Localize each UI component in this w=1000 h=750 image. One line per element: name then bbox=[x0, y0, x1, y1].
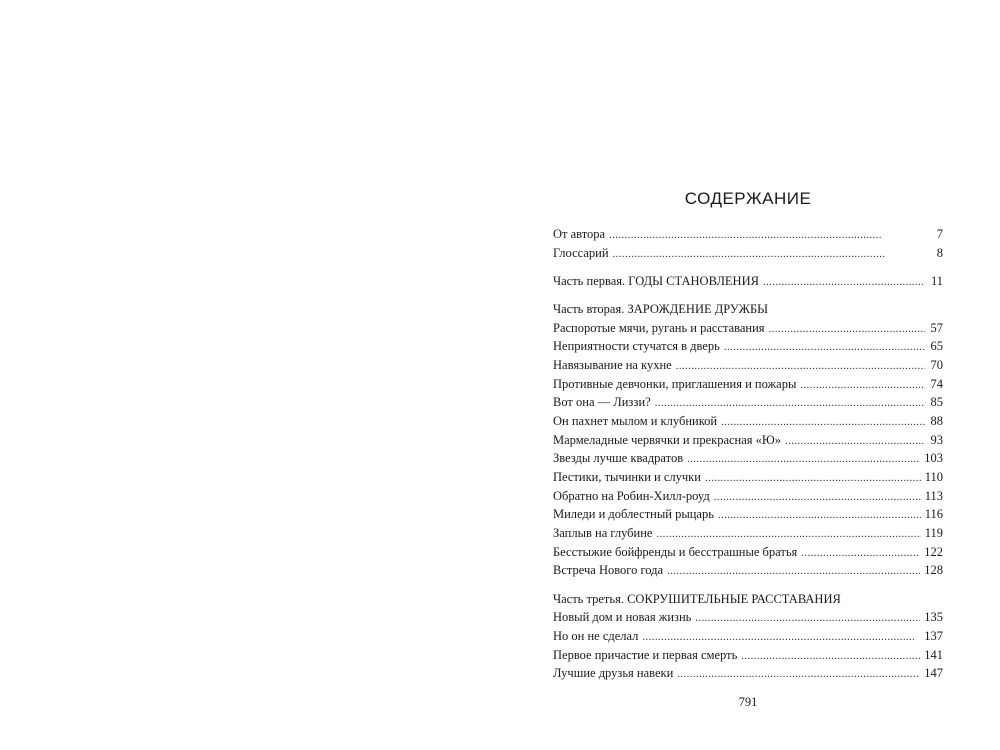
entry-page: 119 bbox=[924, 526, 943, 541]
section-gap bbox=[553, 580, 943, 589]
toc-entry bbox=[553, 356, 943, 375]
toc-entry bbox=[553, 664, 943, 683]
entry-label: Он пахнет мылом и клубникой bbox=[553, 413, 718, 428]
toc-entry bbox=[553, 608, 943, 627]
toc-title: СОДЕРЖАНИЕ bbox=[684, 189, 812, 208]
toc-entry bbox=[553, 487, 943, 506]
dot-leader bbox=[718, 506, 921, 525]
dot-leader bbox=[769, 320, 925, 339]
entry-label: Навязывание на кухне bbox=[553, 357, 672, 372]
entry-label: Вот она — Лиззи? bbox=[553, 395, 651, 410]
dot-leader bbox=[721, 413, 925, 432]
toc-entry-from-author bbox=[553, 225, 943, 244]
dot-leader bbox=[695, 609, 920, 628]
entry-label: Мармеладные червячки и прекрасная «Ю» bbox=[553, 432, 782, 447]
entry-label: Распоротые мячи, ругань и расставания bbox=[553, 320, 765, 335]
entry-page: 103 bbox=[924, 451, 943, 466]
entry-page: 8 bbox=[936, 245, 943, 260]
toc-entry bbox=[553, 412, 943, 431]
entry-page: 57 bbox=[930, 320, 943, 335]
entry-label: Миледи и доблестный рыцарь bbox=[553, 507, 714, 522]
toc-entry-glossary bbox=[553, 244, 943, 263]
dot-leader bbox=[667, 562, 920, 581]
page-number: 791 bbox=[738, 695, 758, 709]
dot-leader bbox=[642, 628, 920, 647]
toc-entry bbox=[553, 319, 943, 338]
entry-page: 65 bbox=[930, 339, 943, 354]
entry-label: Противные девчонки, приглашения и пожары bbox=[553, 376, 797, 391]
entry-page: 11 bbox=[930, 273, 943, 288]
entry-page: 116 bbox=[924, 507, 943, 522]
entry-page: 70 bbox=[930, 357, 943, 372]
toc-entry bbox=[553, 449, 943, 468]
section-gap bbox=[553, 290, 943, 299]
toc-entry bbox=[553, 468, 943, 487]
entry-label: Глоссарий bbox=[553, 245, 609, 260]
entry-page: 135 bbox=[924, 610, 943, 625]
entry-label: Первое причастие и первая смерть bbox=[553, 647, 738, 662]
toc-entry bbox=[553, 393, 943, 412]
dot-leader bbox=[714, 488, 921, 507]
entry-label: Но он не сделал bbox=[553, 628, 639, 643]
entry-label: Неприятности стучатся в дверь bbox=[553, 339, 720, 354]
entry-page: 147 bbox=[924, 666, 943, 681]
part-three-heading: Часть третья. СОКРУШИТЕЛЬНЫЕ РАССТАВАНИЯ bbox=[553, 591, 841, 606]
entry-page: 137 bbox=[924, 628, 943, 643]
toc-entry bbox=[553, 561, 943, 580]
entry-page: 74 bbox=[930, 376, 943, 391]
dot-leader bbox=[613, 245, 925, 264]
toc-entry-part-one bbox=[553, 272, 943, 291]
dot-leader bbox=[800, 376, 925, 395]
section-gap bbox=[553, 262, 943, 271]
toc-entry bbox=[553, 524, 943, 543]
dot-leader bbox=[763, 273, 925, 292]
dot-leader bbox=[724, 338, 925, 357]
toc-entry bbox=[553, 375, 943, 394]
entry-page: 122 bbox=[924, 544, 943, 559]
entry-page: 88 bbox=[930, 413, 943, 428]
table-of-contents bbox=[553, 225, 943, 683]
entry-page: 113 bbox=[924, 488, 943, 503]
dot-leader bbox=[785, 432, 925, 451]
dot-leader bbox=[741, 647, 920, 666]
entry-label: От автора bbox=[553, 227, 606, 241]
toc-entry bbox=[553, 337, 943, 356]
dot-leader bbox=[677, 665, 920, 684]
dot-leader bbox=[655, 394, 925, 413]
entry-page: 85 bbox=[930, 395, 943, 410]
entry-label: Звезды лучше квадратов bbox=[553, 451, 684, 466]
dot-leader bbox=[676, 357, 925, 376]
entry-page: 128 bbox=[924, 563, 943, 578]
entry-label: Заплыв на глубине bbox=[553, 526, 653, 541]
entry-label: Лучшие друзья навеки bbox=[553, 666, 674, 681]
entry-label: Пестики, тычинки и случки bbox=[553, 470, 701, 485]
toc-entry bbox=[553, 431, 943, 450]
toc-entry bbox=[553, 627, 943, 646]
entry-page: 141 bbox=[924, 647, 943, 662]
part-two-heading: Часть вторая. ЗАРОЖДЕНИЕ ДРУЖБЫ bbox=[553, 301, 769, 316]
dot-leader bbox=[609, 226, 925, 245]
entry-label: Часть первая. ГОДЫ СТАНОВЛЕНИЯ bbox=[553, 273, 759, 288]
dot-leader bbox=[687, 450, 920, 469]
entry-label: Встреча Нового года bbox=[553, 563, 664, 578]
toc-entry bbox=[553, 505, 943, 524]
dot-leader bbox=[801, 544, 920, 563]
entry-page: 93 bbox=[930, 432, 943, 447]
entry-label: Обратно на Робин-Хилл-роуд bbox=[553, 488, 710, 503]
toc-entry bbox=[553, 646, 943, 665]
entry-page: 7 bbox=[936, 227, 943, 241]
entry-label: Бесстыжие бойфренды и бесстрашные братья bbox=[553, 544, 798, 559]
dot-leader bbox=[705, 469, 921, 488]
toc-entry bbox=[553, 543, 943, 562]
entry-page: 110 bbox=[924, 470, 943, 485]
entry-label: Новый дом и новая жизнь bbox=[553, 610, 692, 625]
dot-leader bbox=[656, 525, 920, 544]
